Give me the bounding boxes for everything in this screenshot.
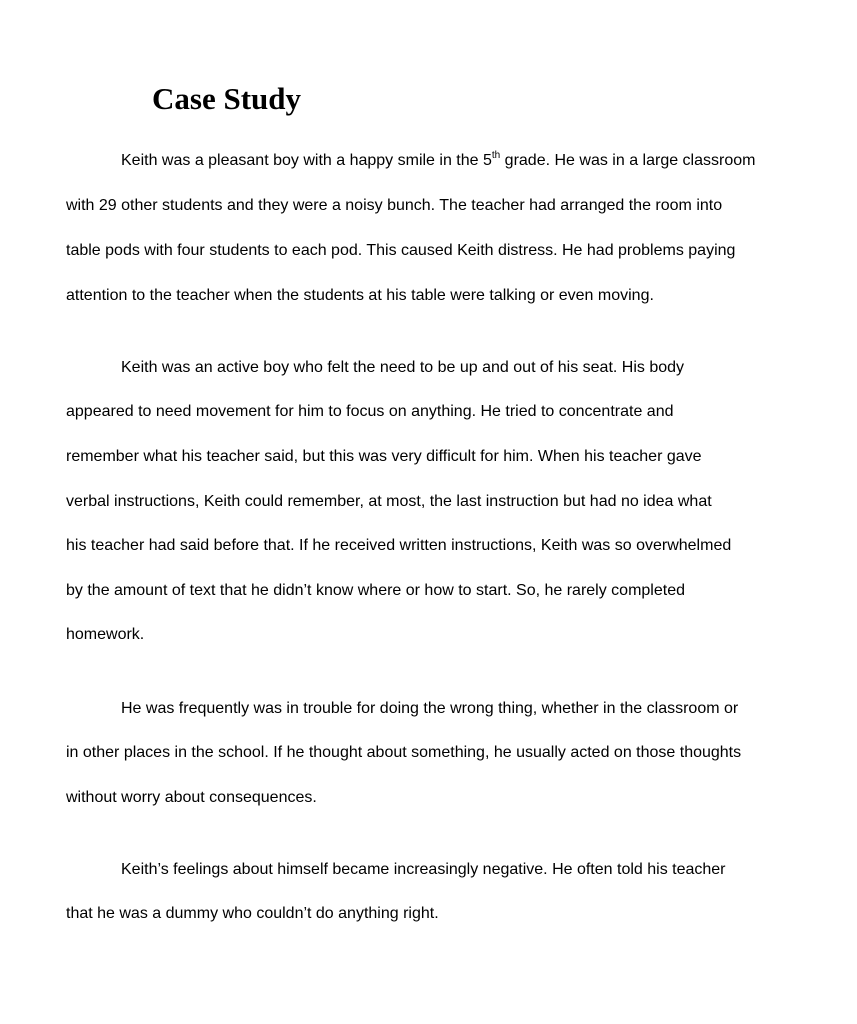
paragraph-4-line-2: that he was a dummy who couldn’t do anything right. — [66, 905, 439, 922]
paragraph-2-line-7: homework. — [66, 626, 145, 643]
paragraph-1-line-4: attention to the teacher when the students at his table were talking or even moving. — [66, 287, 654, 304]
paragraph-2-line-4: verbal instructions, Keith could remember, at most, the last instruction but had no idea what — [66, 493, 712, 510]
paragraph-3-line-3: without worry about consequences. — [66, 789, 317, 806]
paragraph-2-line-1: Keith was an active boy who felt the need to be up and out of his seat. His body — [121, 359, 685, 376]
paragraph-3-line-1: He was frequently was in trouble for doing the wrong thing, whether in the classroom or — [121, 700, 739, 717]
paragraph-1-line-1-end: grade. He was in a large classroom — [500, 152, 756, 169]
paragraph-1-line-3: table pods with four students to each pod. This caused Keith distress. He had problems paying — [66, 242, 736, 259]
paragraph-2-line-3: remember what his teacher said, but this was very difficult for him. When his teacher gave — [66, 448, 702, 465]
paragraph-2-line-2: appeared to need movement for him to focus on anything. He tried to concentrate and — [66, 403, 674, 420]
page-title: Case Study — [152, 81, 302, 116]
paragraph-1-line-2: with 29 other students and they were a noisy bunch. The teacher had arranged the room into — [66, 197, 723, 214]
paragraph-3-line-2: in other places in the school. If he thought about something, he usually acted on those thoughts — [66, 744, 742, 761]
paragraph-2-line-5: his teacher had said before that. If he received written instructions, Keith was so overwhelmed — [66, 537, 732, 554]
paragraph-1-line-1-start: Keith was a pleasant boy with a happy smile in the 5 — [121, 152, 492, 169]
paragraph-4-line-1: Keith’s feelings about himself became increasingly negative. He often told his teacher — [121, 861, 726, 878]
ordinal-superscript: th — [491, 150, 501, 161]
paragraph-2-line-6: by the amount of text that he didn’t know where or how to start. So, he rarely completed — [66, 582, 685, 599]
paragraph-1-line-1 — [121, 151, 755, 171]
